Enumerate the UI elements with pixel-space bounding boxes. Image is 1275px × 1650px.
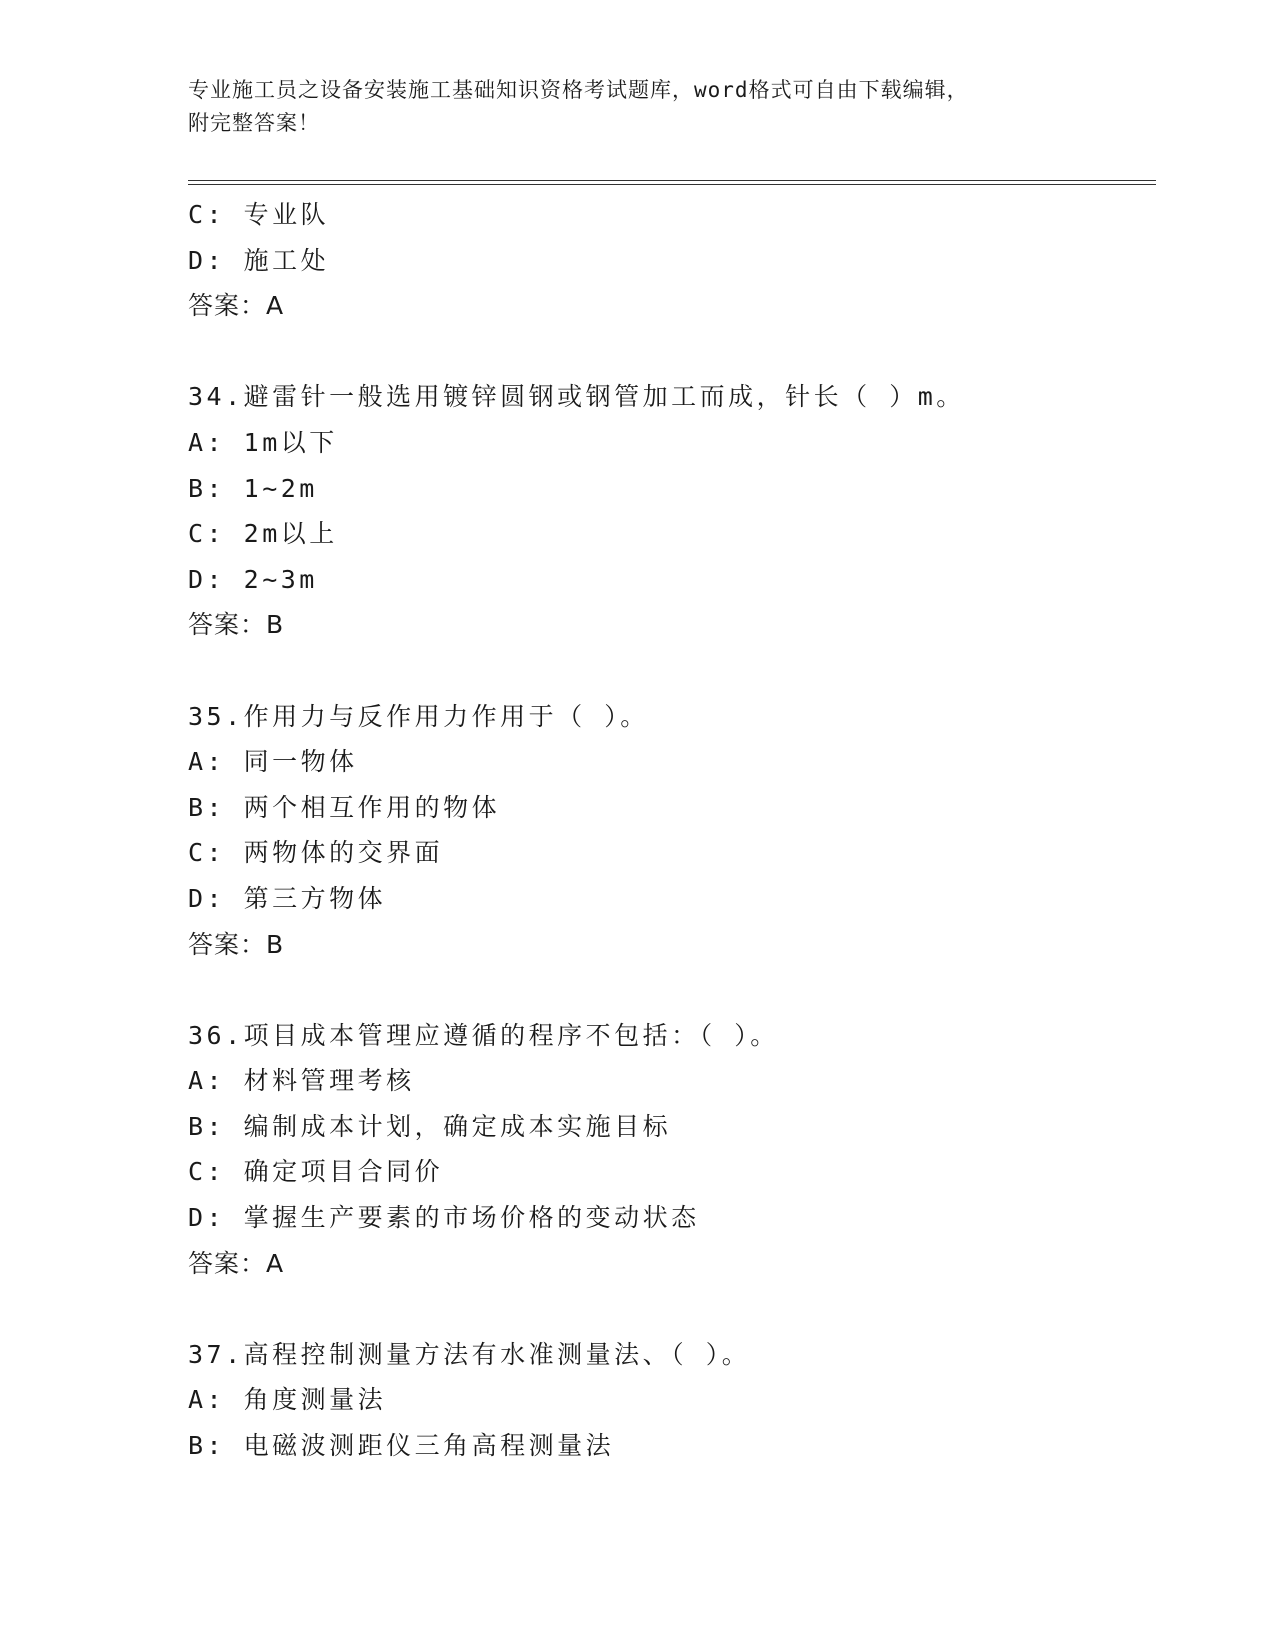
question-stem: 37.高程控制测量方法有水准测量法、（ ）。: [188, 1339, 751, 1369]
option-d: D: 施工处: [188, 245, 330, 275]
question-block-36: [188, 1013, 1148, 1287]
header-divider-top: [188, 180, 1156, 181]
option-a: A: 角度测量法: [188, 1385, 387, 1415]
option-a: A: 材料管理考核: [188, 1066, 415, 1096]
header-line-2: 附完整答案！: [188, 111, 320, 135]
option-a: A: 同一物体: [188, 747, 358, 777]
answer-line: 答案：A: [188, 1248, 285, 1278]
question-stem: 35.作用力与反作用力作用于（ ）。: [188, 701, 649, 731]
option-c: C: 两物体的交界面: [188, 838, 444, 868]
answer-line: 答案：B: [188, 929, 285, 959]
question-block-34: [188, 374, 1148, 648]
option-b: B: 两个相互作用的物体: [188, 792, 501, 822]
question-block-previous: [188, 192, 1148, 329]
option-b: B: 1~2m: [188, 473, 318, 503]
question-block-35: [188, 694, 1148, 968]
option-d: D: 掌握生产要素的市场价格的变动状态: [188, 1203, 700, 1233]
spacer: [188, 967, 1148, 1013]
spacer: [188, 648, 1148, 694]
option-d: D: 2~3m: [188, 564, 318, 594]
header-divider-bottom: [188, 184, 1156, 185]
answer-line: 答案：A: [188, 291, 285, 321]
option-b: B: 电磁波测距仪三角高程测量法: [188, 1431, 615, 1461]
spacer: [188, 329, 1148, 375]
option-c: C: 2m以上: [188, 519, 338, 549]
header-line-1: 专业施工员之设备安装施工基础知识资格考试题库，word格式可自由下载编辑，: [188, 78, 969, 102]
document-header: [188, 74, 1068, 140]
answer-line: 答案：B: [188, 610, 285, 640]
option-d: D: 第三方物体: [188, 883, 387, 913]
question-block-37: [188, 1332, 1148, 1469]
question-stem: 34.避雷针一般选用镀锌圆钢或钢管加工而成，针长（ ）m。: [188, 382, 965, 412]
option-c: C: 专业队: [188, 200, 330, 229]
question-stem: 36.项目成本管理应遵循的程序不包括：（ ）。: [188, 1020, 779, 1050]
option-a: A: 1m以下: [188, 427, 338, 457]
spacer: [188, 1286, 1148, 1332]
option-c: C: 确定项目合同价: [188, 1157, 444, 1187]
question-list: [188, 192, 1148, 1469]
option-b: B: 编制成本计划，确定成本实施目标: [188, 1111, 672, 1141]
